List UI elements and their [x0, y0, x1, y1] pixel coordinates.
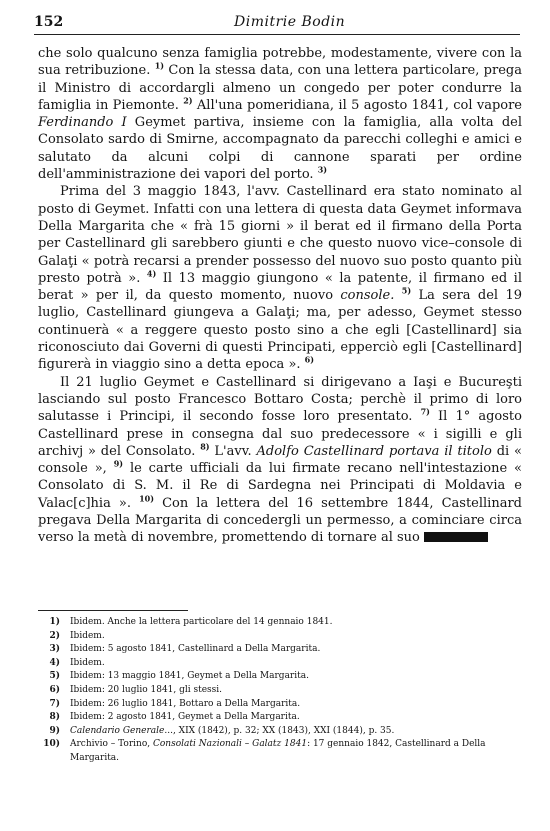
footnote [38, 711, 518, 725]
footnote [38, 657, 518, 671]
paragraph [38, 183, 522, 373]
text-run: La sera del 19 luglio, Castellinard giungeva a Galaţi; ma, per adesso, Geymet stesso continuerà « a reggere questo posto sino a che egli [Castellinard] sia riconosciuto dai Governi di questi Principati, epperciò egli [Castellinard] figurerà in viaggio sino a detta epoca ». [38, 288, 522, 373]
page-number: 152 [34, 14, 64, 30]
page-header [34, 14, 524, 34]
footnote [38, 698, 518, 712]
paragraph [38, 45, 522, 183]
text-run: Ibidem. Anche la lettera particolare del 14 gennaio 1841. [70, 617, 333, 627]
footnote-ref: 6) [304, 355, 315, 366]
text-run: Il 13 maggio giungono « la patente, il firmano ed il berat » per il, da questo momento, nuovo [38, 270, 522, 304]
footnote [38, 616, 518, 630]
text-run: Geymet partiva, insieme con la famiglia, alla volta del Consolato sardo di Smirne, accompagnato da parecchi colleghi e amici e salutato da alcuni colpi di cannone sparati per ordine dell'amministrazione dei vapori del porto. [38, 115, 522, 183]
text-run [394, 288, 401, 303]
footnote-ref: 5) [401, 285, 412, 296]
italic-text: Adolfo Castellinard portava il titolo [256, 443, 492, 459]
text-run: che solo qualcuno senza famiglia potrebbe, modestamente, vivere con la sua retribuzione. [38, 46, 522, 79]
text-run: Ibidem: 5 agosto 1841, Castellinard a Della Margarita. [70, 644, 321, 655]
footnote [38, 738, 518, 765]
italic-text: console. [340, 288, 395, 304]
footnote-number: 9) [49, 725, 60, 736]
text-run: All'una pomeridiana, il 5 agosto 1841, col vapore [192, 97, 522, 113]
footnote-ref: 7) [420, 406, 430, 417]
text-run: , XIX (1842), p. 32; XX (1843), XXI (1844), p. 35. [172, 725, 395, 736]
text-run: L'avv. [209, 443, 257, 459]
text-run: Con la stessa data, con una lettera particolare, prega il Ministro di accordargli almeno un congedo per poter condurre la famiglia in Piemonte. [38, 63, 522, 113]
text-run: Ibidem: 20 luglio 1841, gli stessi. [70, 684, 223, 695]
footnote [38, 670, 518, 684]
text-run: Con la lettera del 16 settembre 1844, Castellinard pregava Della Margarita di concedergli un permesso, a cominciare circa verso la metà di novembre, promettendo di tornare al suo [38, 495, 522, 546]
italic-text: Calendario Generale... [70, 725, 173, 736]
footnote-ref: 3) [317, 164, 328, 175]
footnote-number: 10) [43, 739, 60, 750]
footnote-number: 4) [49, 657, 60, 668]
footnote [38, 725, 518, 739]
footnote-number: 6) [49, 684, 60, 695]
footnote [38, 643, 518, 657]
footnote-number: 2) [49, 630, 60, 641]
italic-text: Consolati Nazionali – Galatz 1841 [152, 739, 308, 750]
main-text [38, 45, 522, 547]
text-run: le carte ufficiali da lui firmate recano nell'intestazione « Consolato di S. M. il Re di Sardegna nei Principati di Moldavia e Valac[c]hia ». [38, 461, 523, 511]
footnote [38, 684, 518, 698]
footnote-number: 7) [49, 698, 60, 709]
footnote [38, 630, 518, 644]
redacted-mark [424, 532, 488, 542]
text-run: Ibidem: 26 luglio 1841, Bottaro a Della Margarita. [70, 698, 301, 709]
footnote-ref: 10) [139, 493, 154, 504]
footnote-number: 1) [49, 617, 60, 627]
footnotes [38, 616, 518, 766]
text-run: Ibidem. [70, 657, 105, 668]
running-title: Dimitrie Bodin [234, 14, 346, 30]
paragraph [38, 374, 522, 547]
footnote-number: 8) [49, 712, 60, 723]
footnote-number: 5) [49, 671, 60, 682]
text-run: Il 21 luglio Geymet e Castellinard si dirigevano a Iaşi e Bucureşti lasciando sul posto Francesco Bottaro Costa; perchè il primo di loro salutasse i Principi, il secondo fosse loro presentato. [38, 374, 522, 425]
header-rule [34, 34, 520, 35]
footnote-ref: 4) [146, 268, 157, 279]
text-run: Ibidem: 2 agosto 1841, Geymet a Della Margarita. [70, 712, 300, 723]
text-run: Ibidem: 13 maggio 1841, Geymet a Della Margarita. [70, 671, 309, 682]
footnote-ref: 1) [154, 60, 165, 71]
text-run: : 17 gennaio 1842, Castellinard a Della Margarita. [70, 739, 486, 763]
text-run: Archivio – Torino, [70, 739, 153, 750]
footnote-ref: 8) [200, 441, 210, 452]
italic-text: Ferdinando I [38, 115, 127, 131]
footnote-number: 3) [49, 644, 60, 655]
text-run: di « console », [38, 443, 522, 477]
footnote-ref: 2) [183, 95, 193, 106]
footnote-rule [38, 610, 188, 611]
text-run: Il 1° agosto Castellinard prese in consegna dal suo predecessore « i sigilli e gli archivj » del Consolato. [38, 409, 522, 459]
text-run: Prima del 3 maggio 1843, l'avv. Castellinard era stato nominato al posto di Geymet. Infatti con una lettera di questa data Geymet informava Della Margarita che « frà 15 giorni » il berat ed il firmano della Porta per Castellinard gli sarebbero giunti e che questo nuovo vice–console di Galaţi « potrà recarsi a prender possesso del nuovo suo posto quanto più presto potrà ». [38, 184, 522, 286]
footnote-ref: 9) [113, 458, 124, 469]
text-run: Ibidem. [70, 630, 105, 641]
